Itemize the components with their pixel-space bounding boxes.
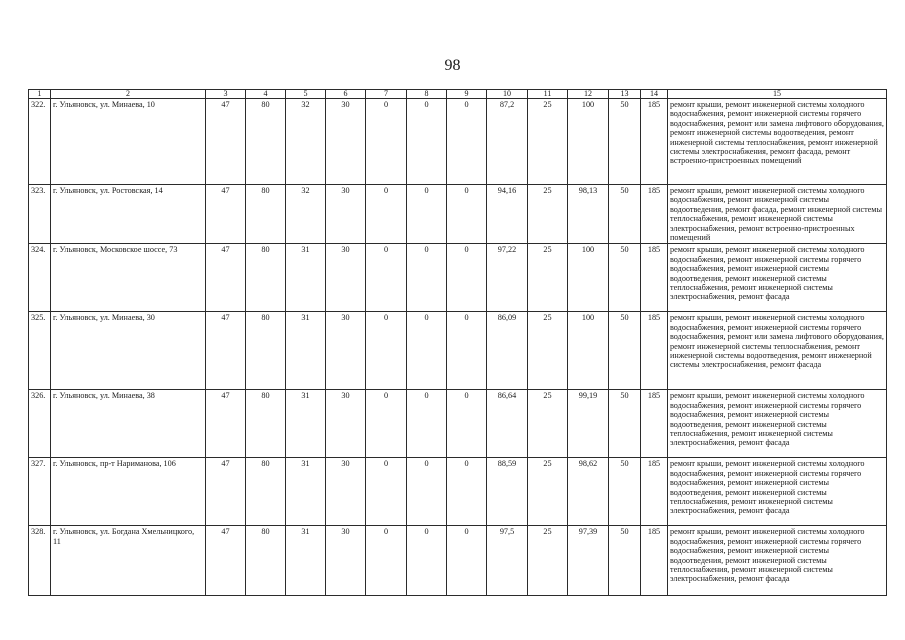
value-cell: 50 [609, 312, 641, 390]
value-cell: 32 [286, 99, 326, 185]
value-cell: 32 [286, 185, 326, 244]
value-cell: 185 [641, 99, 668, 185]
value-cell: 0 [407, 312, 447, 390]
value-cell: 80 [246, 99, 286, 185]
value-cell: 0 [447, 526, 487, 596]
value-cell: 0 [447, 458, 487, 526]
value-cell: 25 [528, 185, 568, 244]
value-cell: 185 [641, 312, 668, 390]
value-cell: 30 [326, 390, 366, 458]
column-number: 14 [641, 90, 668, 99]
works-cell: ремонт крыши, ремонт инженерной системы холодного водоснабжения, ремонт инженерной системы водоотведения, ремонт фасада, ремонт инженерной системы теплоснабжения, ремонт инженерной системы электроснабжения, ремонт встроенно-пристроенных помещений [668, 185, 887, 244]
value-cell: 50 [609, 185, 641, 244]
value-cell: 50 [609, 390, 641, 458]
value-cell: 80 [246, 312, 286, 390]
works-cell: ремонт крыши, ремонт инженерной системы холодного водоснабжения, ремонт инженерной системы горячего водоснабжения, ремонт или замена лифтового оборудования, ремонт инженерной системы теплоснабжения, ремонт инженерной системы водоотведения, ремонт инженерной системы электроснабжения, ремонт фасада [668, 312, 887, 390]
row-number: 322. [29, 99, 51, 185]
value-cell: 30 [326, 185, 366, 244]
column-number: 7 [366, 90, 407, 99]
page-number: 98 [444, 57, 461, 74]
table-row [29, 312, 887, 390]
value-cell: 30 [326, 312, 366, 390]
value-cell: 47 [206, 458, 246, 526]
address-cell: г. Ульяновск, ул. Минаева, 30 [51, 312, 206, 390]
column-number: 8 [407, 90, 447, 99]
value-cell: 31 [286, 458, 326, 526]
value-cell: 80 [246, 458, 286, 526]
value-cell: 0 [366, 244, 407, 312]
table-row [29, 526, 887, 596]
value-cell: 80 [246, 390, 286, 458]
table-row [29, 99, 887, 185]
value-cell: 0 [447, 185, 487, 244]
table-row [29, 458, 887, 526]
column-number: 9 [447, 90, 487, 99]
value-cell: 97,5 [487, 526, 528, 596]
row-number: 326. [29, 390, 51, 458]
address-cell: г. Ульяновск, пр-т Нариманова, 106 [51, 458, 206, 526]
works-cell: ремонт крыши, ремонт инженерной системы холодного водоснабжения, ремонт инженерной системы горячего водоснабжения, ремонт инженерной системы водоотведения, ремонт инженерной системы теплоснабжения, ремонт инженерной системы электроснабжения, ремонт фасада [668, 244, 887, 312]
column-number: 10 [487, 90, 528, 99]
value-cell: 185 [641, 526, 668, 596]
value-cell: 80 [246, 526, 286, 596]
value-cell: 0 [407, 458, 447, 526]
value-cell: 0 [407, 526, 447, 596]
column-number: 12 [568, 90, 609, 99]
works-cell: ремонт крыши, ремонт инженерной системы холодного водоснабжения, ремонт инженерной системы горячего водоснабжения, ремонт инженерной системы водоотведения, ремонт инженерной системы теплоснабжения, ремонт инженерной системы электроснабжения, ремонт фасада [668, 526, 887, 596]
value-cell: 87,2 [487, 99, 528, 185]
column-number: 4 [246, 90, 286, 99]
address-cell: г. Ульяновск, ул. Богдана Хмельницкого, 11 [51, 526, 206, 596]
works-cell: ремонт крыши, ремонт инженерной системы холодного водоснабжения, ремонт инженерной системы горячего водоснабжения, ремонт или замена лифтового оборудования, ремонт инженерной системы водоотведения, ремонт инженерной системы теплоснабжения, ремонт инженерной системы электроснабжения, ремонт фасада, ремонт встроенно-пристроенных помещений [668, 99, 887, 185]
value-cell: 30 [326, 99, 366, 185]
column-number: 5 [286, 90, 326, 99]
value-cell: 25 [528, 312, 568, 390]
value-cell: 185 [641, 390, 668, 458]
value-cell: 0 [366, 526, 407, 596]
address-cell: г. Ульяновск, ул. Минаева, 10 [51, 99, 206, 185]
value-cell: 80 [246, 185, 286, 244]
value-cell: 31 [286, 390, 326, 458]
value-cell: 47 [206, 526, 246, 596]
value-cell: 99,19 [568, 390, 609, 458]
repair-table [28, 89, 887, 596]
value-cell: 86,64 [487, 390, 528, 458]
value-cell: 30 [326, 458, 366, 526]
value-cell: 25 [528, 526, 568, 596]
value-cell: 31 [286, 244, 326, 312]
address-cell: г. Ульяновск, ул. Минаева, 38 [51, 390, 206, 458]
value-cell: 0 [447, 390, 487, 458]
value-cell: 0 [366, 458, 407, 526]
value-cell: 31 [286, 312, 326, 390]
table-body [29, 99, 887, 596]
value-cell: 100 [568, 312, 609, 390]
value-cell: 98,13 [568, 185, 609, 244]
value-cell: 100 [568, 244, 609, 312]
column-number: 6 [326, 90, 366, 99]
value-cell: 47 [206, 244, 246, 312]
value-cell: 94,16 [487, 185, 528, 244]
value-cell: 0 [407, 99, 447, 185]
value-cell: 86,09 [487, 312, 528, 390]
value-cell: 0 [447, 312, 487, 390]
value-cell: 47 [206, 390, 246, 458]
value-cell: 25 [528, 99, 568, 185]
value-cell: 185 [641, 458, 668, 526]
value-cell: 25 [528, 390, 568, 458]
value-cell: 0 [366, 390, 407, 458]
column-number: 1 [29, 90, 51, 99]
value-cell: 0 [366, 312, 407, 390]
row-number: 327. [29, 458, 51, 526]
table-row [29, 244, 887, 312]
value-cell: 0 [407, 185, 447, 244]
works-cell: ремонт крыши, ремонт инженерной системы холодного водоснабжения, ремонт инженерной системы горячего водоснабжения, ремонт инженерной системы водоотведения, ремонт инженерной системы теплоснабжения, ремонт инженерной системы электроснабжения, ремонт фасада [668, 390, 887, 458]
row-number: 324. [29, 244, 51, 312]
value-cell: 31 [286, 526, 326, 596]
value-cell: 50 [609, 458, 641, 526]
value-cell: 0 [407, 390, 447, 458]
value-cell: 185 [641, 185, 668, 244]
value-cell: 0 [366, 185, 407, 244]
value-cell: 50 [609, 244, 641, 312]
table-row [29, 390, 887, 458]
address-cell: г. Ульяновск, ул. Ростовская, 14 [51, 185, 206, 244]
value-cell: 47 [206, 99, 246, 185]
row-number: 325. [29, 312, 51, 390]
value-cell: 30 [326, 244, 366, 312]
value-cell: 100 [568, 99, 609, 185]
value-cell: 47 [206, 185, 246, 244]
value-cell: 30 [326, 526, 366, 596]
value-cell: 0 [407, 244, 447, 312]
row-number: 323. [29, 185, 51, 244]
value-cell: 0 [447, 244, 487, 312]
value-cell: 50 [609, 99, 641, 185]
column-number: 15 [668, 90, 887, 99]
column-number: 13 [609, 90, 641, 99]
value-cell: 98,62 [568, 458, 609, 526]
value-cell: 185 [641, 244, 668, 312]
value-cell: 80 [246, 244, 286, 312]
value-cell: 0 [366, 99, 407, 185]
value-cell: 0 [447, 99, 487, 185]
value-cell: 25 [528, 244, 568, 312]
value-cell: 88,59 [487, 458, 528, 526]
address-cell: г. Ульяновск, Московское шоссе, 73 [51, 244, 206, 312]
value-cell: 50 [609, 526, 641, 596]
value-cell: 97,39 [568, 526, 609, 596]
column-number-row [29, 90, 887, 99]
column-number: 3 [206, 90, 246, 99]
works-cell: ремонт крыши, ремонт инженерной системы холодного водоснабжения, ремонт инженерной системы горячего водоснабжения, ремонт инженерной системы водоотведения, ремонт инженерной системы теплоснабжения, ремонт инженерной системы электроснабжения, ремонт фасада [668, 458, 887, 526]
table-row [29, 185, 887, 244]
value-cell: 97,22 [487, 244, 528, 312]
column-number: 2 [51, 90, 206, 99]
value-cell: 25 [528, 458, 568, 526]
value-cell: 47 [206, 312, 246, 390]
row-number: 328. [29, 526, 51, 596]
column-number: 11 [528, 90, 568, 99]
